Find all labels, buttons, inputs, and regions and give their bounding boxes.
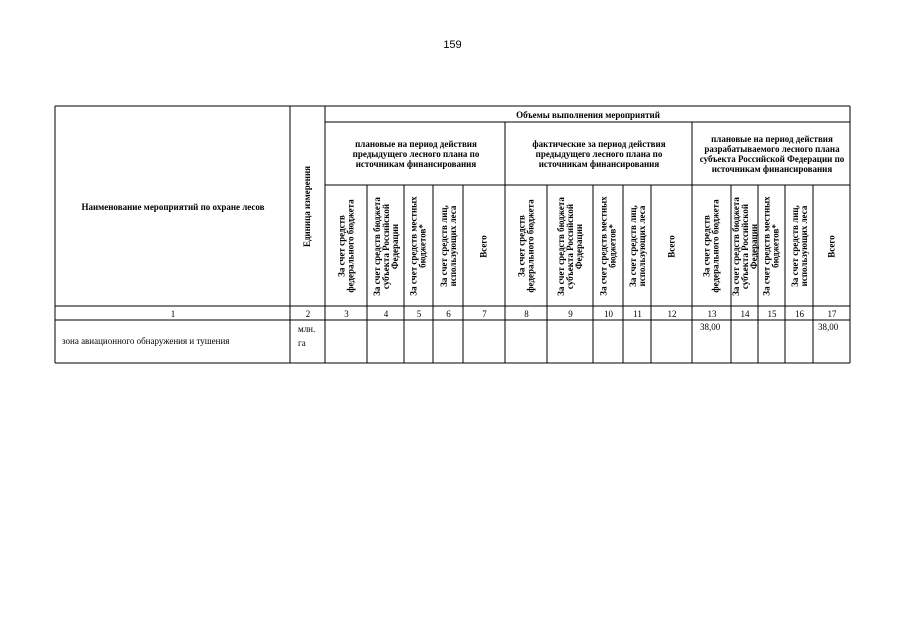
volumes-header: Объемы выполнения мероприятий bbox=[516, 109, 660, 120]
group-actual-previous: фактические за период действия предыдущего лесного плана по источникам финансирования bbox=[532, 139, 666, 169]
column-number: 9 bbox=[568, 308, 573, 319]
row-name: зона авиационного обнаружения и тушения bbox=[62, 336, 230, 346]
column-number: 6 bbox=[446, 308, 451, 319]
subheader-subject: За счет средств бюджета субъекта Российской Федерации bbox=[730, 196, 759, 296]
subheader-federal: За счет средств федерального бюджета bbox=[516, 199, 536, 293]
subheader-subject: За счет средств бюджета субъекта Российской Федерации bbox=[371, 196, 400, 296]
column-number: 14 bbox=[740, 308, 750, 319]
subheader-persons: За счет средств лиц, использующих леса bbox=[627, 205, 647, 287]
group-planned-new: плановые на период действия разрабатываемого лесного плана субъекта Российской Федерации по источникам финансирования bbox=[699, 134, 845, 174]
row-unit: млн. га bbox=[298, 324, 316, 348]
column-number: 12 bbox=[667, 308, 677, 319]
column-number: 13 bbox=[707, 308, 717, 319]
subheader-subject: За счет средств бюджета субъекта Российской Федерации bbox=[556, 196, 585, 296]
column-number: 4 bbox=[383, 308, 389, 319]
subheader-total: Всего bbox=[479, 234, 489, 258]
column-number: 2 bbox=[305, 308, 311, 319]
subheader-total: Всего bbox=[666, 234, 677, 258]
subheader-federal: За счет средств федерального бюджета bbox=[336, 199, 356, 293]
column-number: 10 bbox=[604, 308, 613, 319]
name-header: Наименование мероприятий по охране лесов bbox=[81, 201, 265, 212]
subheader-total: Всего bbox=[826, 234, 837, 258]
unit-header: Единица измерения bbox=[302, 165, 313, 248]
column-number: 8 bbox=[524, 308, 529, 319]
column-number: 11 bbox=[633, 308, 642, 319]
subheader-federal: За счет средств федерального бюджета bbox=[702, 199, 722, 293]
row-value-col17: 38,00 bbox=[818, 322, 839, 332]
row-value-col13: 38,00 bbox=[700, 322, 721, 332]
subheader-persons: За счет средств лиц, использующих леса bbox=[438, 205, 458, 287]
subheader-local: За счет средств местных бюджетов* bbox=[598, 196, 618, 296]
column-number: 15 bbox=[767, 308, 777, 319]
subheader-local: За счет средств местных бюджетов* bbox=[762, 196, 781, 296]
column-number: 7 bbox=[482, 308, 487, 319]
subheader-local: За счет средств местных бюджетов* bbox=[409, 196, 428, 296]
column-number: 5 bbox=[416, 308, 422, 319]
column-number: 16 bbox=[795, 308, 804, 319]
column-number: 17 bbox=[827, 308, 837, 319]
column-number: 3 bbox=[344, 308, 349, 319]
page-number: 159 bbox=[443, 39, 462, 51]
column-number: 1 bbox=[170, 308, 176, 319]
group-planned-previous: плановые на период действия предыдущего лесного плана по источникам финансирования bbox=[352, 139, 480, 169]
subheader-persons: За счет средств лиц, использующих леса bbox=[789, 205, 809, 287]
